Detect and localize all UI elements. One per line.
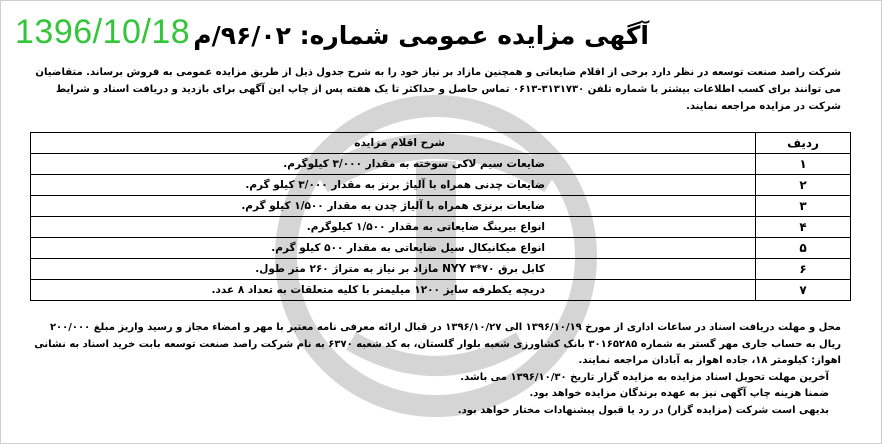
page-title: آگهی مزایده عمومی شماره: ۹۶/۰۲/م	[193, 21, 649, 50]
row-description: دریچه یکطرفه سایز ۱۲۰۰ میلیمتر با کلیه متعلقات به تعداد ۸ عدد.	[31, 280, 756, 301]
header-description: شرح اقلام مزایده	[31, 133, 756, 154]
announcement-date: 1396/10/18	[15, 13, 191, 51]
row-description: ضایعات برنزی همراه با آلیاژ چدن به مقدار ۱/۵۰۰ کیلو گرم.	[31, 196, 756, 217]
row-description: کابل برق NYY ۳*۷۰ مازاد بر نیاز به متراژ ۲۶۰ متر طول.	[31, 259, 756, 280]
intro-paragraph	[33, 64, 841, 115]
row-number: ۶	[756, 259, 851, 280]
row-number: ۴	[756, 217, 851, 238]
row-number: ۲	[756, 175, 851, 196]
table-row	[31, 259, 851, 280]
header-row-number: ردیف	[756, 133, 851, 154]
table-row	[31, 196, 851, 217]
table-row	[31, 280, 851, 301]
row-number: ۳	[756, 196, 851, 217]
table-row	[31, 238, 851, 259]
auction-items-table	[30, 132, 851, 301]
row-description: ضایعات سیم لاکی سوخته به مقدار ۳/۰۰۰ کیلوگرم.	[31, 154, 756, 175]
row-description: ضایعات چدنی همراه با آلیاژ برنز به مقدار ۳/۰۰۰ کیلو گرم.	[31, 175, 756, 196]
row-description: انواع بیرینگ ضایعاتی به مقدار ۱/۵۰۰ کیلوگرم.	[31, 217, 756, 238]
row-number: ۷	[756, 280, 851, 301]
row-number: ۵	[756, 238, 851, 259]
table-header-row	[31, 133, 851, 154]
footer-rights-note: بدیهی است شرکت (مزایده گزار) در رد یا قبول پیشنهادات مختار خواهد بود.	[457, 404, 829, 416]
footer-deadline-note: آخرین مهلت تحویل اسناد مزایده به مزایده گزار تاریخ ۱۳۹۶/۱۰/۳۰ می باشد.	[460, 371, 829, 383]
intro-text: شرکت راصد صنعت توسعه در نظر دارد برخی از اقلام ضایعاتی و همچنین مازاد بر نیاز خود را به شرح جدول ذیل از طریق مزایده عمومی به فروش برساند. متقاضیان می توانند برای کسب اطلاعات بیشتر با شماره تلفن ۳۱۳۱۷۳۰-۰۶۱۳ تماس حاصل و حداکثر تا یک هفته پس از چاپ این آگهی برای بازدید و دریافت اسناد و شرایط شرکت در مزایده مراجعه نمایند.	[35, 67, 841, 112]
table-row	[31, 217, 851, 238]
footer-notes	[33, 320, 841, 419]
row-number: ۱	[756, 154, 851, 175]
table-row	[31, 175, 851, 196]
footer-documents-note: محل و مهلت دریافت اسناد در ساعات اداری از مورخ ۱۳۹۶/۱۰/۱۹ الی ۱۳۹۶/۱۰/۲۷ در قبال ارائه معرفی نامه معتبر با مهر و امضاء مجاز و رسید واریز مبلغ ۲۰۰/۰۰۰ ریال به حساب جاری مهر گستر به شماره ۳۰۱۶۵۲۸۵ بانک کشاورزی شعبه بلوار گلستان، به کد شعبه ۶۳۷۰ به نام شرکت راصد صنعت توسعه بابت خرید اسناد به نشانی اهواز: کیلومتر ۱۸، جاده اهواز به آبادان مراجعه نمایند.	[34, 322, 841, 366]
table-row	[31, 154, 851, 175]
footer-cost-note: ضمنا هزینه چاپ آگهی نیز به عهده برندگان مزایده خواهد بود.	[529, 388, 829, 399]
row-description: انواع میکانیکال سیل ضایعاتی به مقدار ۵۰۰ کیلو گرم.	[31, 238, 756, 259]
